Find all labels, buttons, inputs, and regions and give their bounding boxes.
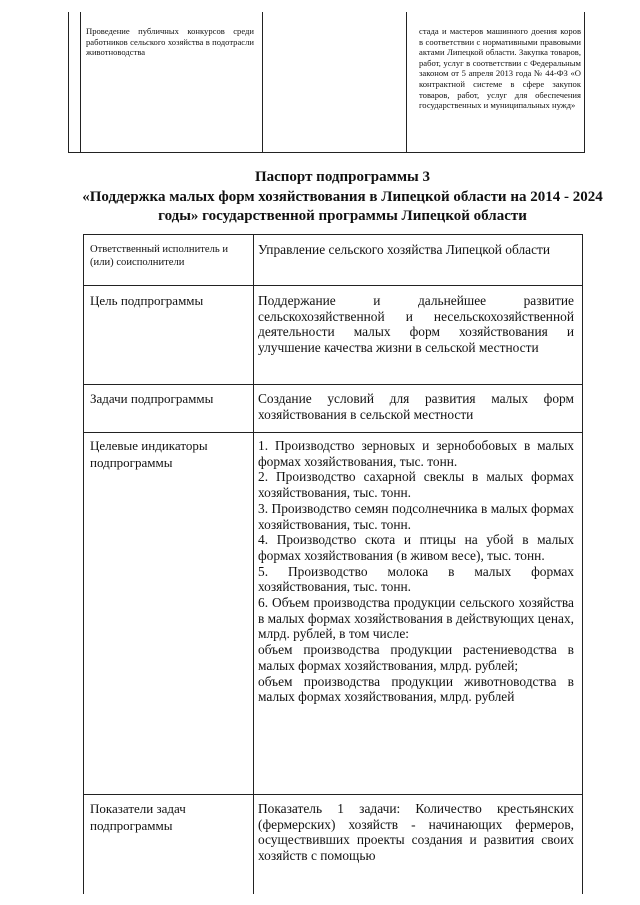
row-divider xyxy=(84,285,582,286)
table-cell-activity: Проведение публичных конкурсов среди работников сельского хозяйства в подотрасли животноводства xyxy=(86,26,254,58)
row-divider xyxy=(84,384,582,385)
row-value-tasks: Создание условий для развития малых форм хозяйствования в сельской местности xyxy=(258,391,574,422)
list-item: объем производства продукции растениеводства в малых формах хозяйствования, млрд. рублей; xyxy=(258,642,574,673)
heading-line-1: Паспорт подпрограммы 3 xyxy=(254,169,431,185)
list-item: объем производства продукции животноводства в малых формах хозяйствования, млрд. рублей xyxy=(258,673,574,705)
list-item: 6. Объем производства продукции сельского хозяйства в малых формах хозяйствования в действующих ценах, млрд. рублей, в том числе: xyxy=(258,595,574,642)
row-value-task-indicators: Показатель 1 задачи: Количество крестьянских (фермерских) хозяйств - начинающих фермеров, осуществивших проекты создания и развития своих хозяйств с помощью xyxy=(258,801,574,864)
column-divider xyxy=(253,235,254,894)
row-value-indicators xyxy=(258,438,574,705)
row-label-goal: Цель подпрограммы xyxy=(90,293,204,308)
list-item: 3. Производство семян подсолнечника в малых формах хозяйствования, тыс. тонн. xyxy=(258,500,574,532)
table-divider xyxy=(406,12,407,152)
row-divider xyxy=(84,432,582,433)
row-label-tasks: Задачи подпрограммы xyxy=(90,391,214,406)
row-label-indicators: Целевые индикаторы подпрограммы xyxy=(90,438,208,470)
continued-table xyxy=(68,12,585,153)
row-label-executor: Ответственный исполнитель и (или) соисполнители xyxy=(90,244,229,269)
list-item: 4. Производство скота и птицы на убой в малых формах хозяйствования (в живом весе), тыс. тонн. xyxy=(258,532,574,563)
heading-line-2: «Поддержка малых форм хозяйствования в Липецкой области на 2014 - 2024 годы» государственной программы Липецкой области xyxy=(82,188,603,224)
list-item: 1. Производство зерновых и зернобобовых в малых формах хозяйствования, тыс. тонн. xyxy=(258,438,574,469)
list-item: 5. Производство молока в малых формах хозяйствования, тыс. тонн. xyxy=(258,563,574,595)
table-cell-description: стада и мастеров машинного доения коров в соответствии с нормативными правовыми актами Липецкой области. Закупка товаров, работ, услуг в соответствии с Федеральным законом от 5 апреля 2013 года № 44-ФЗ «О контрактной системе в сфере закупок товаров, работ, услуг для обеспечения государственных и муниципальных нужд» xyxy=(419,26,581,111)
section-heading xyxy=(80,168,605,227)
table-divider xyxy=(262,12,263,152)
row-value-goal: Поддержание и дальнейшее развитие сельскохозяйственной и несельскохозяйственной деятельности малых форм хозяйствования и улучшение качества жизни в сельской местности xyxy=(258,293,574,356)
row-label-task-indicators: Показатели задач подпрограммы xyxy=(90,801,186,833)
passport-table xyxy=(83,234,583,894)
table-divider xyxy=(80,12,81,152)
list-item: 2. Производство сахарной свеклы в малых формах хозяйствования, тыс. тонн. xyxy=(258,469,574,501)
row-value-executor: Управление сельского хозяйства Липецкой области xyxy=(258,242,551,257)
row-divider xyxy=(84,794,582,795)
